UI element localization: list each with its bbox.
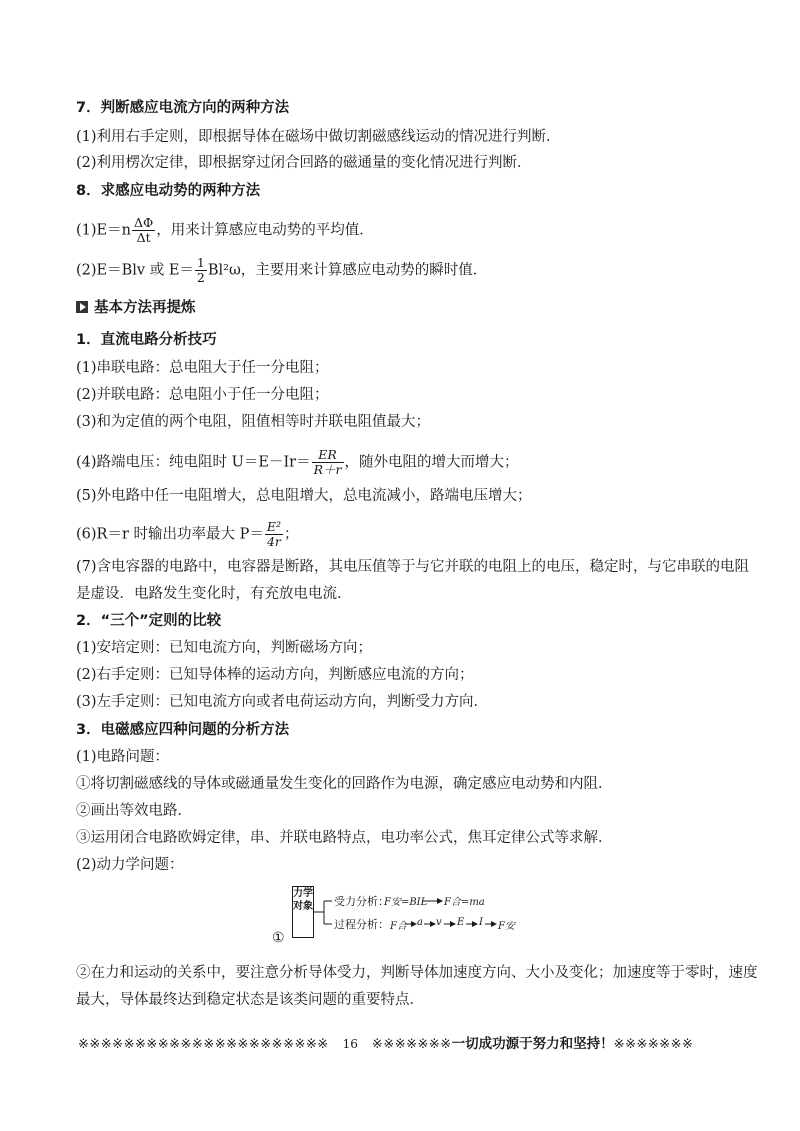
item-m3-5: (2)动力学问题： <box>76 857 184 873</box>
chain-a: a <box>417 917 423 928</box>
item-m1-1: (1)串联电路：总电阻大于任一分电阻； <box>76 360 329 376</box>
item-m3-3: ②画出等效电路． <box>76 803 192 819</box>
item-m1-2: (2)并联电路：总电阻小于任一分电阻； <box>76 387 329 403</box>
fraction <box>265 520 283 549</box>
formula-suffix: ，随外电阻的增大而增大； <box>344 454 519 471</box>
chain-f-net: F合 <box>390 921 407 932</box>
footer-stars-right: ※※※※※※※ <box>613 1037 694 1052</box>
heading-7: 7．判断感应电流方向的两种方法 <box>76 100 290 116</box>
chain-e: E <box>457 917 465 928</box>
section-title: 基本方法再提炼 <box>94 300 196 316</box>
heading-m1: 1．直流电路分析技巧 <box>76 332 217 348</box>
footer-stars-left: ※※※※※※※※※※※※※※※※※※※※※※ <box>78 1037 329 1052</box>
fraction-numerator: ΔΦ <box>133 215 154 230</box>
item-m3-6a: ②在力和运动的关系中，要注意分析导体受力，判断导体加速度方向、大小及变化；加速度等于零时，速度 <box>76 965 758 981</box>
fraction-denominator: R＋r <box>313 462 342 477</box>
item-8-2 <box>76 256 487 285</box>
item-m3-1: (1)电路问题： <box>76 749 170 765</box>
chain-v: v <box>436 917 442 928</box>
footer-slogan: 一切成功源于努力和坚持！ <box>451 1036 614 1052</box>
fraction-numerator: ER <box>312 448 344 463</box>
dynamics-flow-diagram <box>272 882 572 950</box>
circled-number: ① <box>272 930 285 946</box>
item-m1-4 <box>76 448 519 477</box>
fraction-numerator: 1 <box>196 255 205 270</box>
heading-m2: 2．“三个”定则的比较 <box>76 613 222 629</box>
play-icon <box>76 301 88 313</box>
fraction-denominator: 2 <box>196 270 205 285</box>
fraction <box>132 216 155 245</box>
formula-prefix: (6)R＝r 时输出功率最大 P＝ <box>76 526 264 543</box>
item-m3-6b: 最大，导体最终达到稳定状态是该类问题的重要特点． <box>76 992 424 1008</box>
mechanics-object-box: 力学对象 <box>292 886 314 938</box>
heading-m3: 3．电磁感应四种问题的分析方法 <box>76 722 290 738</box>
fraction <box>312 448 344 477</box>
force-analysis-label: 受力分析： <box>334 895 389 908</box>
chain-i: I <box>479 917 483 928</box>
item-m1-6 <box>76 520 299 549</box>
fraction <box>195 256 207 285</box>
fraction-denominator: Δt <box>136 230 151 245</box>
item-m1-7b: 是虚设．电路发生变化时，有充放电电流． <box>76 586 352 602</box>
chain-f-ampere: F安 <box>498 921 515 932</box>
formula-suffix: ，用来计算感应电动势的平均值． <box>156 222 374 239</box>
footer-stars-mid: ※※※※※※※ <box>371 1037 452 1052</box>
fraction-denominator: 4r <box>266 534 281 549</box>
formula-suffix: Bl²ω，主要用来计算感应电动势的瞬时值． <box>207 262 488 279</box>
formula-prefix: (2)E＝Blv 或 E＝ <box>76 262 194 279</box>
item-m3-4: ③运用闭合电路欧姆定律，串、并联电路特点，电功率公式，焦耳定律公式等求解． <box>76 830 613 846</box>
heading-8: 8．求感应电动势的两种方法 <box>76 183 261 199</box>
item-m2-3: (3)左手定则：已知电流方向或者电荷运动方向，判断受力方向． <box>76 694 489 710</box>
item-m2-2: (2)右手定则：已知导体棒的运动方向，判断感应电流的方向； <box>76 667 474 683</box>
force-eq-ampere: F安=BIL <box>384 897 428 908</box>
item-8-1 <box>76 216 374 245</box>
item-m1-7a: (7)含电容器的电路中，电容器是断路，其电压值等于与它并联的电阻上的电压，稳定时，与它串联的电阻 <box>76 559 750 575</box>
formula-prefix: (4)路端电压：纯电阻时 U＝E－Ir＝ <box>76 454 311 471</box>
formula-prefix: (1)E＝n <box>76 222 131 239</box>
formula-suffix: ； <box>284 526 299 543</box>
item-m1-5: (5)外电路中任一电阻增大，总电阻增大，总电流减小，路端电压增大； <box>76 488 532 504</box>
page-number: 16 <box>342 1037 358 1051</box>
page-footer <box>78 1032 738 1052</box>
item-m2-1: (1)安培定则：已知电流方向，判断磁场方向； <box>76 640 373 656</box>
force-eq-newton: F合=ma <box>444 897 485 908</box>
process-analysis-label: 过程分析： <box>334 918 389 931</box>
item-m3-2: ①将切割磁感线的导体或磁通量发生变化的回路作为电源，确定感应电动势和内阻． <box>76 776 613 792</box>
item-7-2: (2)利用楞次定律，即根据穿过闭合回路的磁通量的变化情况进行判断． <box>76 155 532 171</box>
section-heading <box>76 298 196 318</box>
fraction-numerator: E² <box>266 519 282 534</box>
item-m1-3: (3)和为定值的两个电阻，阻值相等时并联电阻值最大； <box>76 414 431 430</box>
item-7-1: (1)利用右手定则，即根据导体在磁场中做切割磁感线运动的情况进行判断． <box>76 129 561 145</box>
